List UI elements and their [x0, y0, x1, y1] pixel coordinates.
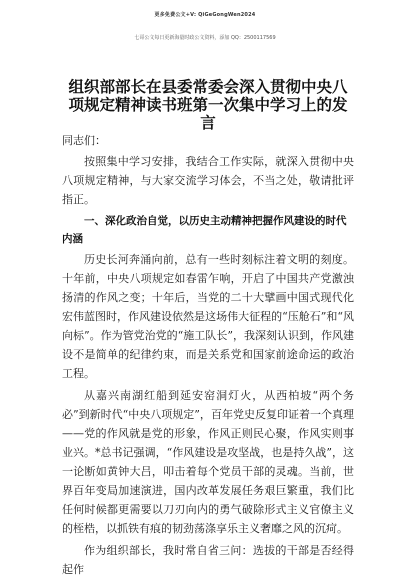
body-paragraph: 历史长河奔涌向前，总有一些时刻标注着文明的刻度。十年前，中央八项规定如春雷乍响，开启了中国共产党激浊扬清的作风之变；十年后，当党的二十大擘画中国式现代化宏伟蓝图时，作风建设依然是这场伟大征程的“压舱石”和“风向标”。作为管党治党的“施工队长”，我深刻认识到，作风建设不是简单的纪律约束，而是关系党和国家前途命运的政治工程。: [62, 253, 354, 380]
section-heading: 一、深化政治自觉，以历史主动精神把握作风建设的时代内涵: [62, 215, 347, 245]
salutation: 同志们：: [62, 134, 106, 147]
document-title: 组织部部长在县委常委会深入贯彻中央八项规定精神读书班第一次集中学习上的发言: [68, 77, 348, 132]
document-body: [62, 78, 354, 582]
header-notice: 七哥公文每日更新海量时政公文资料，添加 QQ：2500117569: [134, 35, 276, 41]
body-paragraph: 从嘉兴南湖红船到延安窑洞灯火，从西柏坡“两个务必”到新时代“中央八项规定”，百年党史反复印证着一个真理——党的作风就是党的形象，作风正则民心聚，作风实则事业兴。*总书记强调，“作风建设是攻坚战，也是持久战”，这一论断如黄钟大吕，叩击着每个党员干部的灵魂。当前，世界百年变局加速演进，国内改革发展任务艰巨繁重，我们比任何时候都更需要以刀刃向内的勇气破除形式主义官僚主义的桎梏，以抓铁有痕的韧劲荡涤享乐主义奢靡之风的沉疴。: [62, 389, 354, 535]
body-paragraph: 作为组织部长，我时常自省三问：选拔的干部是否经得起作: [62, 544, 354, 576]
intro-paragraph: 按照集中学习安排，我结合工作实际，就深入贯彻中央八项规定精神，与大家交流学习体会，不当之处，敬请批评指正。: [62, 155, 354, 206]
header-banner: 更多免费公文+V: QiGeGongWen2024: [154, 12, 256, 18]
